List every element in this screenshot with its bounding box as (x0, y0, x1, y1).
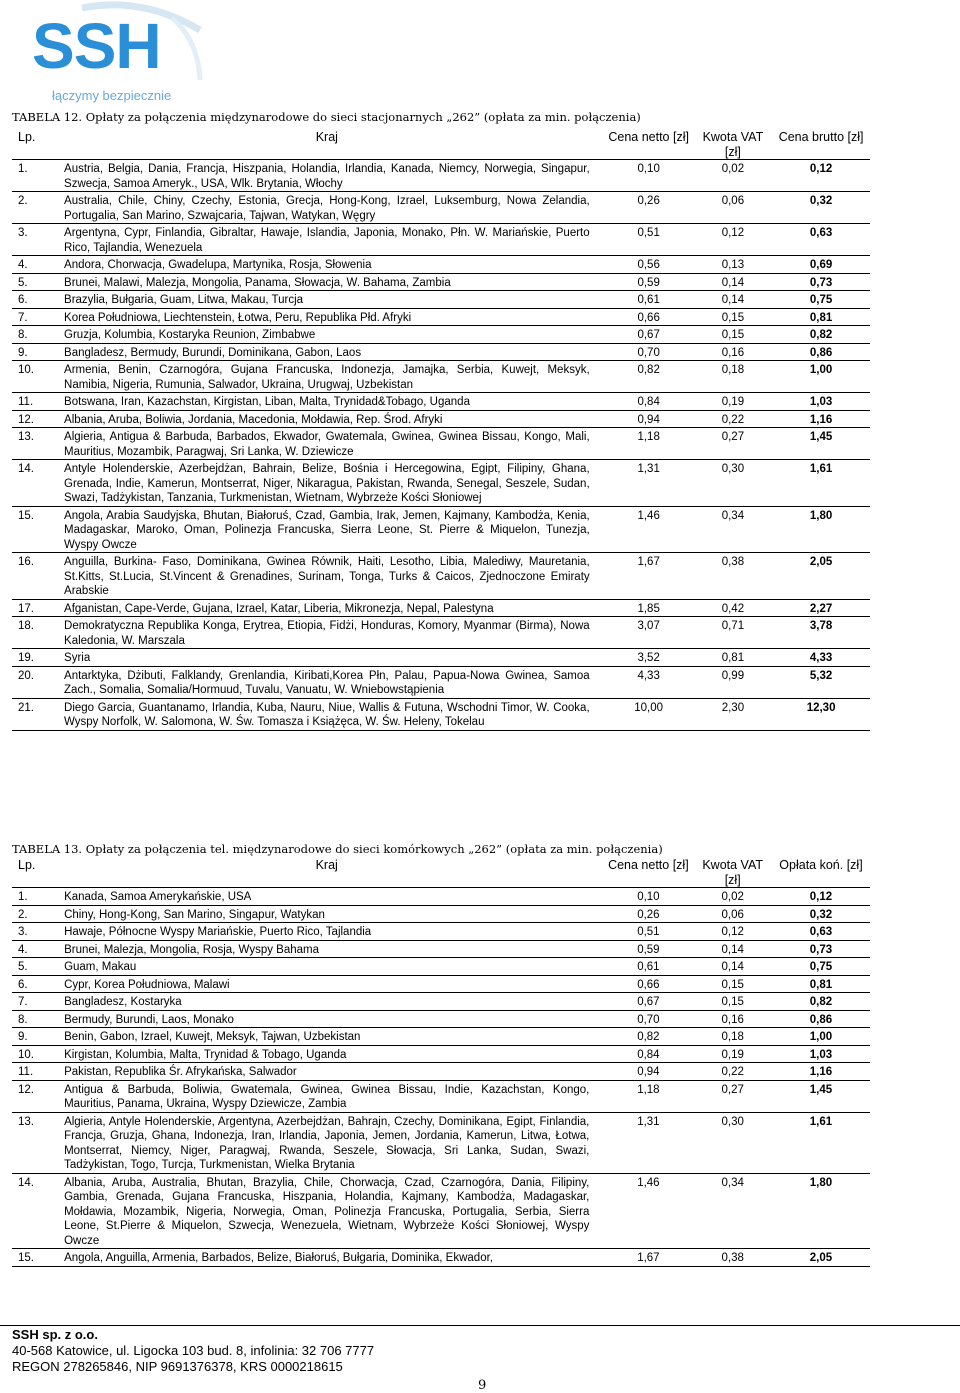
row-gross: 1,00 (772, 1028, 870, 1046)
row-vat: 0,34 (694, 506, 773, 553)
row-kraj: Cypr, Korea Południowa, Malawi (64, 975, 603, 993)
row-lp: 1. (12, 160, 64, 192)
row-gross: 0,86 (772, 343, 870, 361)
table-row (12, 256, 870, 274)
row-vat: 0,22 (694, 410, 773, 428)
row-kraj: Andora, Chorwacja, Gwadelupa, Martynika, Rosja, Słowenia (64, 256, 604, 274)
row-lp: 3. (12, 923, 64, 941)
row-kraj: Brunei, Malezja, Mongolia, Rosja, Wyspy Bahama (64, 940, 603, 958)
row-gross: 0,12 (772, 160, 870, 192)
table-row (12, 361, 870, 393)
row-net: 1,31 (603, 1112, 693, 1173)
table-row (12, 888, 870, 906)
row-gross: 2,05 (772, 553, 870, 600)
row-kraj: Kanada, Samoa Amerykańskie, USA (64, 888, 603, 906)
table-row (12, 273, 870, 291)
row-vat: 0,02 (694, 160, 773, 192)
row-net: 0,84 (603, 1045, 693, 1063)
row-vat: 0,38 (693, 1249, 772, 1267)
row-lp: 18. (12, 617, 64, 649)
row-gross: 1,16 (772, 1063, 870, 1081)
row-vat: 0,19 (694, 393, 773, 411)
row-lp: 5. (12, 273, 64, 291)
row-lp: 4. (12, 940, 64, 958)
row-gross: 0,63 (772, 224, 870, 256)
row-gross: 0,69 (772, 256, 870, 274)
header-gross: Opłata koń. [zł] (772, 856, 870, 888)
row-kraj: Gruzja, Kolumbia, Kostaryka Reunion, Zimbabwe (64, 326, 604, 344)
row-lp: 9. (12, 1028, 64, 1046)
row-gross: 0,32 (772, 192, 870, 224)
table-row (12, 940, 870, 958)
row-net: 0,67 (603, 993, 693, 1011)
row-net: 0,10 (603, 888, 693, 906)
row-lp: 14. (12, 460, 64, 507)
row-kraj: Albania, Aruba, Boliwia, Jordania, Macedonia, Mołdawia, Rep. Środ. Afryki (64, 410, 604, 428)
row-lp: 1. (12, 888, 64, 906)
row-lp: 10. (12, 361, 64, 393)
row-vat: 0,34 (693, 1173, 772, 1249)
row-gross: 1,61 (772, 460, 870, 507)
table-row (12, 224, 870, 256)
row-vat: 0,16 (694, 343, 773, 361)
header-net: Cena netto [zł] (603, 856, 693, 888)
footer-regon: REGON 278265846, NIP 9691376378, KRS 0000218615 (12, 1359, 343, 1374)
row-net: 0,10 (604, 160, 694, 192)
row-vat: 0,81 (694, 649, 773, 667)
table13-caption: TABELA 13. Opłaty za połączenia tel. międzynarodowe do sieci komórkowych „262” (opłata za min. połączenia) (12, 842, 663, 856)
row-vat: 0,14 (693, 958, 772, 976)
row-vat: 0,30 (693, 1112, 772, 1173)
row-kraj: Angola, Anguilla, Armenia, Barbados, Belize, Białoruś, Bułgaria, Dominika, Ekwador, (64, 1249, 603, 1267)
row-gross: 0,73 (772, 273, 870, 291)
row-lp: 5. (12, 958, 64, 976)
table-row (12, 1249, 870, 1267)
row-net: 0,82 (604, 361, 694, 393)
page-number: 9 (478, 1378, 487, 1393)
row-gross: 1,45 (772, 1080, 870, 1112)
row-kraj: Afganistan, Cape-Verde, Gujana, Izrael, Katar, Liberia, Mikronezja, Nepal, Palestyna (64, 599, 604, 617)
row-kraj: Angola, Arabia Saudyjska, Bhutan, Białoruś, Czad, Gambia, Irak, Jemen, Kajmany, Kambodża, Kenia, Madagaskar, Maroko, Oman, Polinezja Francuska, Sierra Leone, St. Pierre & Miquelon, Tunezja, Wyspy Owcze (64, 506, 604, 553)
row-net: 0,26 (604, 192, 694, 224)
table-row (12, 1028, 870, 1046)
row-gross: 3,78 (772, 617, 870, 649)
footer (12, 1327, 374, 1375)
row-net: 1,46 (604, 506, 694, 553)
row-lp: 16. (12, 553, 64, 600)
row-gross: 0,32 (772, 905, 870, 923)
row-vat: 0,18 (694, 361, 773, 393)
row-kraj: Botswana, Iran, Kazachstan, Kirgistan, Liban, Malta, Trynidad&Tobago, Uganda (64, 393, 604, 411)
row-gross: 4,33 (772, 649, 870, 667)
logo-wordmark: SSH (32, 10, 161, 82)
row-lp: 12. (12, 410, 64, 428)
row-lp: 11. (12, 1063, 64, 1081)
row-kraj: Australia, Chile, Chiny, Czechy, Estonia, Grecja, Hong-Kong, Izrael, Luksemburg, Nowa Zelandia, Portugalia, San Marino, Szwajcaria, Tajwan, Watykan, Węgry (64, 192, 604, 224)
row-vat: 0,06 (694, 192, 773, 224)
header-net: Cena netto [zł] (604, 128, 694, 160)
row-kraj: Antigua & Barbuda, Boliwia, Gwatemala, Gwinea, Gwinea Bissau, Indie, Kazachstan, Kongo, Mauritius, Panama, Ukraina, Wyspy Dziewicze, Zambia (64, 1080, 603, 1112)
row-lp: 12. (12, 1080, 64, 1112)
table-row (12, 1063, 870, 1081)
row-vat: 0,38 (694, 553, 773, 600)
row-vat: 0,22 (693, 1063, 772, 1081)
row-gross: 1,00 (772, 361, 870, 393)
table-row (12, 666, 870, 698)
row-vat: 0,13 (694, 256, 773, 274)
row-gross: 0,82 (772, 326, 870, 344)
row-kraj: Guam, Makau (64, 958, 603, 976)
row-lp: 17. (12, 599, 64, 617)
table-row (12, 1045, 870, 1063)
row-net: 1,67 (604, 553, 694, 600)
table-row (12, 291, 870, 309)
table-row (12, 410, 870, 428)
table-row (12, 975, 870, 993)
row-net: 0,61 (604, 291, 694, 309)
row-lp: 21. (12, 698, 64, 730)
row-net: 0,84 (604, 393, 694, 411)
row-gross: 0,82 (772, 993, 870, 1011)
row-vat: 0,06 (693, 905, 772, 923)
table-row (12, 1080, 870, 1112)
row-net: 3,07 (604, 617, 694, 649)
row-net: 0,70 (603, 1010, 693, 1028)
table-row (12, 905, 870, 923)
row-kraj: Brunei, Malawi, Malezja, Mongolia, Panama, Słowacja, W. Bahama, Zambia (64, 273, 604, 291)
row-lp: 15. (12, 1249, 64, 1267)
row-net: 3,52 (604, 649, 694, 667)
table-row (12, 599, 870, 617)
table12-body (12, 160, 870, 731)
row-kraj: Anguilla, Burkina- Faso, Dominikana, Gwinea Równik, Haiti, Lesotho, Libia, Malediwy, Mauretania, St.Kitts, St.Lucia, St.Vincent & Grenadines, Surinam, Tonga, Turks & Caicos, Zjednoczone Emiraty Arabskie (64, 553, 604, 600)
ssh-logo (22, 0, 202, 112)
row-vat: 0,19 (693, 1045, 772, 1063)
table-row (12, 460, 870, 507)
row-lp: 13. (12, 428, 64, 460)
header-lp: Lp. (12, 128, 64, 160)
row-lp: 14. (12, 1173, 64, 1249)
header-vat: Kwota VAT [zł] (694, 128, 773, 160)
row-gross: 0,63 (772, 923, 870, 941)
table-row (12, 649, 870, 667)
row-net: 1,18 (604, 428, 694, 460)
row-lp: 2. (12, 192, 64, 224)
row-lp: 8. (12, 326, 64, 344)
row-vat: 0,12 (693, 923, 772, 941)
row-lp: 10. (12, 1045, 64, 1063)
row-kraj: Hawaje, Północne Wyspy Mariańskie, Puerto Rico, Tajlandia (64, 923, 603, 941)
row-kraj: Syria (64, 649, 604, 667)
row-net: 0,82 (603, 1028, 693, 1046)
header-lp: Lp. (12, 856, 64, 888)
table-row (12, 993, 870, 1011)
row-gross: 12,30 (772, 698, 870, 730)
row-kraj: Bermudy, Burundi, Laos, Monako (64, 1010, 603, 1028)
row-lp: 9. (12, 343, 64, 361)
row-net: 1,31 (604, 460, 694, 507)
row-vat: 2,30 (694, 698, 773, 730)
table13-body (12, 888, 870, 1267)
table-row (12, 923, 870, 941)
row-vat: 0,15 (694, 326, 773, 344)
row-kraj: Pakistan, Republika Śr. Afrykańska, Salwador (64, 1063, 603, 1081)
row-vat: 0,15 (693, 993, 772, 1011)
row-vat: 0,42 (694, 599, 773, 617)
row-vat: 0,16 (693, 1010, 772, 1028)
row-net: 0,94 (604, 410, 694, 428)
row-gross: 1,80 (772, 1173, 870, 1249)
row-net: 0,66 (603, 975, 693, 993)
row-net: 0,51 (603, 923, 693, 941)
footer-divider (0, 1325, 960, 1326)
row-gross: 5,32 (772, 666, 870, 698)
row-net: 1,46 (603, 1173, 693, 1249)
table-row (12, 428, 870, 460)
row-net: 1,18 (603, 1080, 693, 1112)
row-kraj: Benin, Gabon, Izrael, Kuwejt, Meksyk, Tajwan, Uzbekistan (64, 1028, 603, 1046)
table13-header-row (12, 856, 870, 888)
row-lp: 8. (12, 1010, 64, 1028)
row-gross: 1,03 (772, 393, 870, 411)
row-kraj: Brazylia, Bułgaria, Guam, Litwa, Makau, Turcja (64, 291, 604, 309)
row-kraj: Antarktyka, Dżibuti, Falklandy, Grenlandia, Kiribati,Korea Płn, Palau, Papua-Nowa Gwinea, Samoa Zach., Somalia, Somalia/Hormuud, Tuvalu, Vanuatu, W. Wniebowstąpienia (64, 666, 604, 698)
row-vat: 0,12 (694, 224, 773, 256)
row-lp: 6. (12, 975, 64, 993)
row-kraj: Albania, Aruba, Australia, Bhutan, Brazylia, Chile, Chorwacja, Czad, Czarnogóra, Dania, Filipiny, Gambia, Grenada, Gujana Francuska, Hiszpania, Holandia, Kajmany, Kambodża, Madagaskar, Mołdawia, Mozambik, Nigeria, Norwegia, Oman, Polinezja Francuska, Portugalia, Serbia, Sierra Leone, St.Pierre & Miquelon, Szwecja, Wenezuela, Wietnam, Wybrzeże Kości Słoniowej, Wyspy Owcze (64, 1173, 603, 1249)
row-net: 1,67 (603, 1249, 693, 1267)
table12 (12, 128, 870, 731)
row-vat: 0,15 (694, 308, 773, 326)
row-vat: 0,99 (694, 666, 773, 698)
table-row (12, 1010, 870, 1028)
table-row (12, 506, 870, 553)
row-gross: 0,73 (772, 940, 870, 958)
row-net: 0,67 (604, 326, 694, 344)
row-net: 0,59 (603, 940, 693, 958)
row-lp: 19. (12, 649, 64, 667)
row-kraj: Diego Garcia, Guantanamo, Irlandia, Kuba, Nauru, Niue, Wallis & Futuna, Wschodni Timor, W. Cooka, Wyspy Norfolk, W. Salomona, W. Św. Tomasza i Książęca, W. Św. Heleny, Tokelau (64, 698, 604, 730)
row-net: 10,00 (604, 698, 694, 730)
row-kraj: Bangladesz, Kostaryka (64, 993, 603, 1011)
table-row (12, 192, 870, 224)
row-lp: 20. (12, 666, 64, 698)
row-kraj: Algieria, Antyle Holenderskie, Argentyna, Azerbejdżan, Bahrajn, Czechy, Dominikana, Egipt, Finlandia, Francja, Gruzja, Ghana, Indonezja, Iran, Irlandia, Japonia, Jemen, Jordania, Kamerun, Litwa, Łotwa, Montserrat, Niemcy, Niger, Paragwaj, Rwanda, Seszele, Słowacja, Sri Lanka, Sudan, Swazi, Tadżykistan, Togo, Turcja, Turkmenistan, Wielka Brytania (64, 1112, 603, 1173)
table-row (12, 160, 870, 192)
row-lp: 7. (12, 993, 64, 1011)
logo-tagline: łączymy bezpiecznie (52, 88, 172, 103)
footer-company: SSH sp. z o.o. (12, 1327, 98, 1342)
row-net: 4,33 (604, 666, 694, 698)
row-lp: 11. (12, 393, 64, 411)
row-net: 0,70 (604, 343, 694, 361)
row-kraj: Demokratyczna Republika Konga, Erytrea, Etiopia, Fidżi, Honduras, Komory, Myanmar (Birma), Nowa Kaledonia, W. Marszala (64, 617, 604, 649)
row-net: 0,51 (604, 224, 694, 256)
row-gross: 1,16 (772, 410, 870, 428)
row-kraj: Algieria, Antigua & Barbuda, Barbados, Ekwador, Gwatemala, Gwinea, Gwinea Bissau, Kongo, Mali, Mauritius, Mozambik, Paragwaj, Sri Lanka, W. Dziewicze (64, 428, 604, 460)
row-net: 0,61 (603, 958, 693, 976)
row-gross: 0,86 (772, 1010, 870, 1028)
row-vat: 0,30 (694, 460, 773, 507)
row-lp: 7. (12, 308, 64, 326)
row-net: 1,85 (604, 599, 694, 617)
row-lp: 15. (12, 506, 64, 553)
table-row (12, 1112, 870, 1173)
table-row (12, 617, 870, 649)
row-gross: 1,80 (772, 506, 870, 553)
row-gross: 0,81 (772, 308, 870, 326)
row-vat: 0,14 (694, 291, 773, 309)
table-row (12, 698, 870, 730)
row-gross: 1,03 (772, 1045, 870, 1063)
row-kraj: Antyle Holenderskie, Azerbejdżan, Bahrain, Belize, Bośnia i Hercegowina, Egipt, Filipiny, Ghana, Grenada, Indie, Kamerun, Montserrat, Niger, Nikaragua, Pakistan, Rwanda, Senegal, Seszele, Sudan, Swazi, Tadżykistan, Tanzania, Turkmenistan, Wietnam, Wybrzeże Kości Słoniowej (64, 460, 604, 507)
row-kraj: Korea Południowa, Liechtenstein, Łotwa, Peru, Republika Płd. Afryki (64, 308, 604, 326)
table-row (12, 393, 870, 411)
row-vat: 0,15 (693, 975, 772, 993)
row-vat: 0,27 (694, 428, 773, 460)
row-lp: 4. (12, 256, 64, 274)
table-row (12, 326, 870, 344)
row-gross: 2,27 (772, 599, 870, 617)
table-row (12, 343, 870, 361)
table-row (12, 958, 870, 976)
row-gross: 2,05 (772, 1249, 870, 1267)
row-vat: 0,14 (694, 273, 773, 291)
row-net: 0,59 (604, 273, 694, 291)
footer-address: 40-568 Katowice, ul. Ligocka 103 bud. 8, infolinia: 32 706 7777 (12, 1343, 375, 1358)
row-gross: 0,12 (772, 888, 870, 906)
row-kraj: Kirgistan, Kolumbia, Malta, Trynidad & Tobago, Uganda (64, 1045, 603, 1063)
row-vat: 0,14 (693, 940, 772, 958)
row-lp: 13. (12, 1112, 64, 1173)
row-net: 0,94 (603, 1063, 693, 1081)
row-net: 0,56 (604, 256, 694, 274)
row-net: 0,26 (603, 905, 693, 923)
table12-caption: TABELA 12. Opłaty za połączenia międzynarodowe do sieci stacjonarnych „262” (opłata za min. połączenia) (12, 110, 641, 124)
header-gross: Cena brutto [zł] (772, 128, 870, 160)
row-vat: 0,18 (693, 1028, 772, 1046)
row-vat: 0,71 (694, 617, 773, 649)
table-row (12, 553, 870, 600)
row-kraj: Bangladesz, Bermudy, Burundi, Dominikana, Gabon, Laos (64, 343, 604, 361)
row-vat: 0,02 (693, 888, 772, 906)
table13 (12, 856, 870, 1267)
row-net: 0,66 (604, 308, 694, 326)
row-kraj: Austria, Belgia, Dania, Francja, Hiszpania, Holandia, Irlandia, Kanada, Niemcy, Norwegia, Singapur, Szwecja, Samoa Ameryk., USA, Wlk. Brytania, Włochy (64, 160, 604, 192)
row-lp: 2. (12, 905, 64, 923)
table12-header-row (12, 128, 870, 160)
header-kraj: Kraj (64, 856, 603, 888)
row-lp: 3. (12, 224, 64, 256)
row-gross: 1,61 (772, 1112, 870, 1173)
table-row (12, 1173, 870, 1249)
header-vat: Kwota VAT [zł] (693, 856, 772, 888)
row-gross: 0,75 (772, 958, 870, 976)
table-row (12, 308, 870, 326)
row-lp: 6. (12, 291, 64, 309)
row-kraj: Armenia, Benin, Czarnogóra, Gujana Francuska, Indonezja, Jamajka, Serbia, Kuwejt, Meksyk, Namibia, Nigeria, Rumunia, Salwador, Ukraina, Urugwaj, Uzbekistan (64, 361, 604, 393)
row-gross: 1,45 (772, 428, 870, 460)
row-gross: 0,81 (772, 975, 870, 993)
row-gross: 0,75 (772, 291, 870, 309)
row-vat: 0,27 (693, 1080, 772, 1112)
row-kraj: Argentyna, Cypr, Finlandia, Gibraltar, Hawaje, Islandia, Japonia, Monako, Płn. W. Mariańskie, Puerto Rico, Tajlandia, Wenezuela (64, 224, 604, 256)
header-kraj: Kraj (64, 128, 604, 160)
row-kraj: Chiny, Hong-Kong, San Marino, Singapur, Watykan (64, 905, 603, 923)
